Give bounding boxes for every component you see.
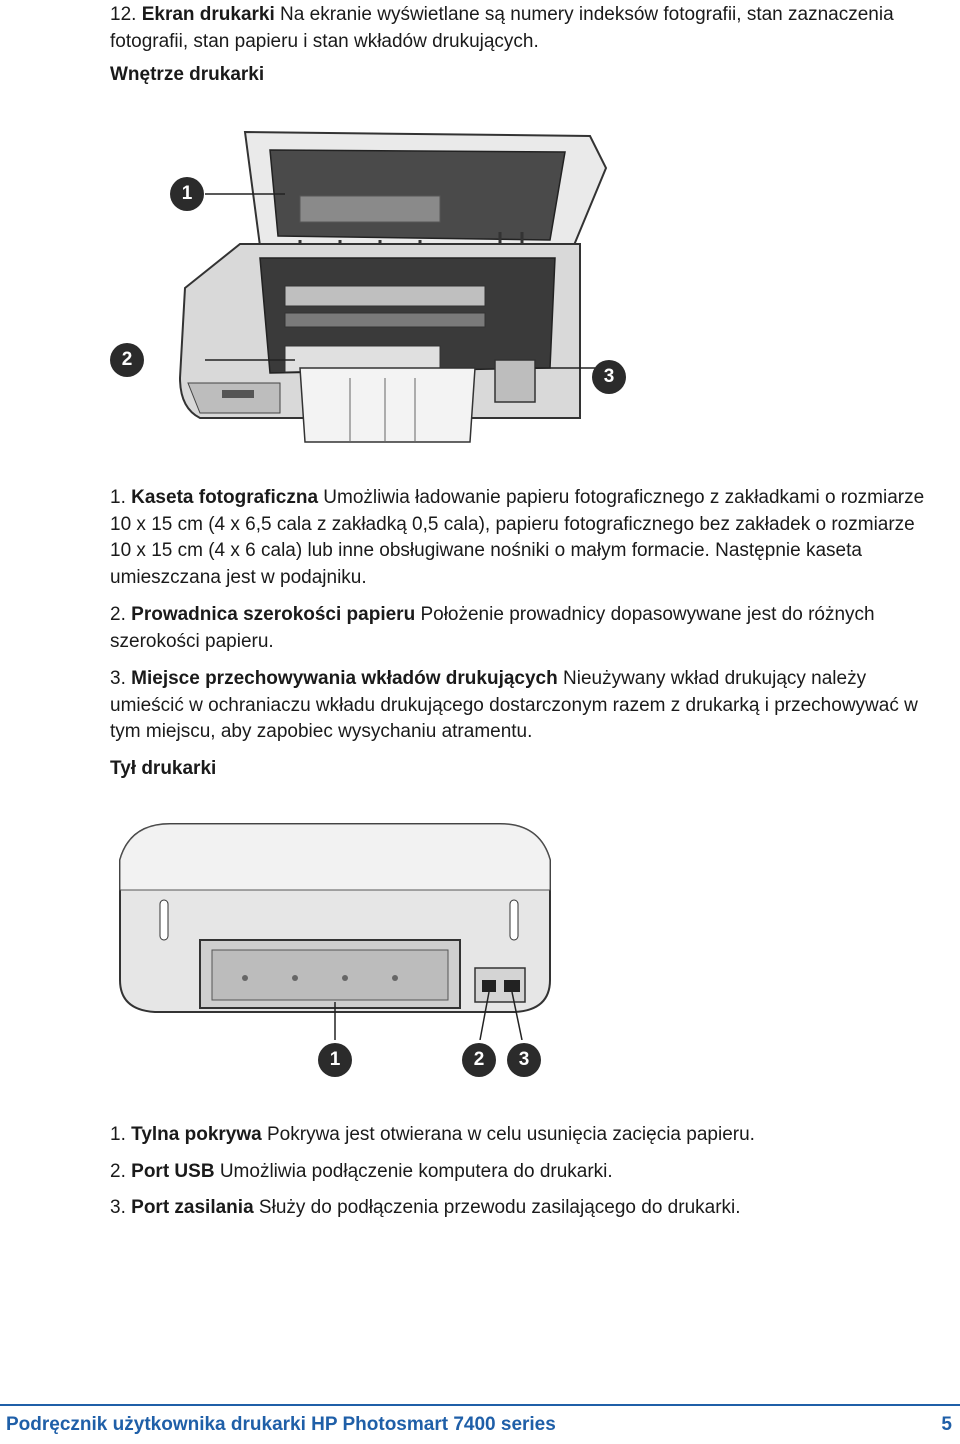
footer-title: Podręcznik użytkownika drukarki HP Photosmart 7400 series <box>6 1414 556 1435</box>
callout-interior-2: 2 <box>110 343 144 377</box>
callout-interior-1: 1 <box>170 177 204 211</box>
section-title-interior: Wnętrze drukarki <box>110 64 265 85</box>
item-term: Ekran drukarki <box>141 4 275 25</box>
rear-item-1: 1. Tylna pokrywa Pokrywa jest otwierana w celu usunięcia zacięcia papieru. <box>110 1124 755 1145</box>
printer-rear-illustration <box>110 820 560 1040</box>
callout-rear-3: 3 <box>507 1043 541 1077</box>
callout-rear-2: 2 <box>462 1043 496 1077</box>
intro-item <box>110 2 940 55</box>
interior-item-3: 3. Miejsce przechowywania wkładów drukujących Nieużywany wkład drukujący należy umieścić w ochraniaczu wkładu drukującego dostarczonym razem z drukarką i przechowywać w tym miejscu, aby zapobiec wysychaniu atramentu. <box>110 668 918 742</box>
section-title-rear: Tył drukarki <box>110 758 217 779</box>
interior-item-1: 1. Kaseta fotograficzna Umożliwia ładowanie papieru fotograficznego z zakładkami o rozmiarze 10 x 15 cm (4 x 6,5 cala z zakładką 0,5 cala), papieru fotograficznego bez zakładek o rozmiarze 10 x 15 cm (4 x 6 cala) lub inne obsługiwane nośniki o małym formacie. Następnie kaseta umieszczana jest w podajniku. <box>110 487 925 588</box>
item-text: Na ekranie wyświetlane są numery indeksów fotografii, stan zaznaczenia fotografii, stan papieru i stan wkładów drukujących. <box>110 4 894 52</box>
callout-rear-1: 1 <box>318 1043 352 1077</box>
page-number: 5 <box>941 1414 952 1435</box>
callout-interior-3: 3 <box>592 360 626 394</box>
footer-rule <box>0 1404 960 1406</box>
interior-item-2: 2. Prowadnica szerokości papieru Położenie prowadnicy dopasowywane jest do różnych szerokości papieru. <box>110 604 875 652</box>
printer-interior-illustration <box>110 128 630 444</box>
item-number: 12. <box>110 4 137 25</box>
rear-item-3: 3. Port zasilania Służy do podłączenia przewodu zasilającego do drukarki. <box>110 1197 741 1218</box>
rear-item-2: 2. Port USB Umożliwia podłączenie komputera do drukarki. <box>110 1161 613 1182</box>
